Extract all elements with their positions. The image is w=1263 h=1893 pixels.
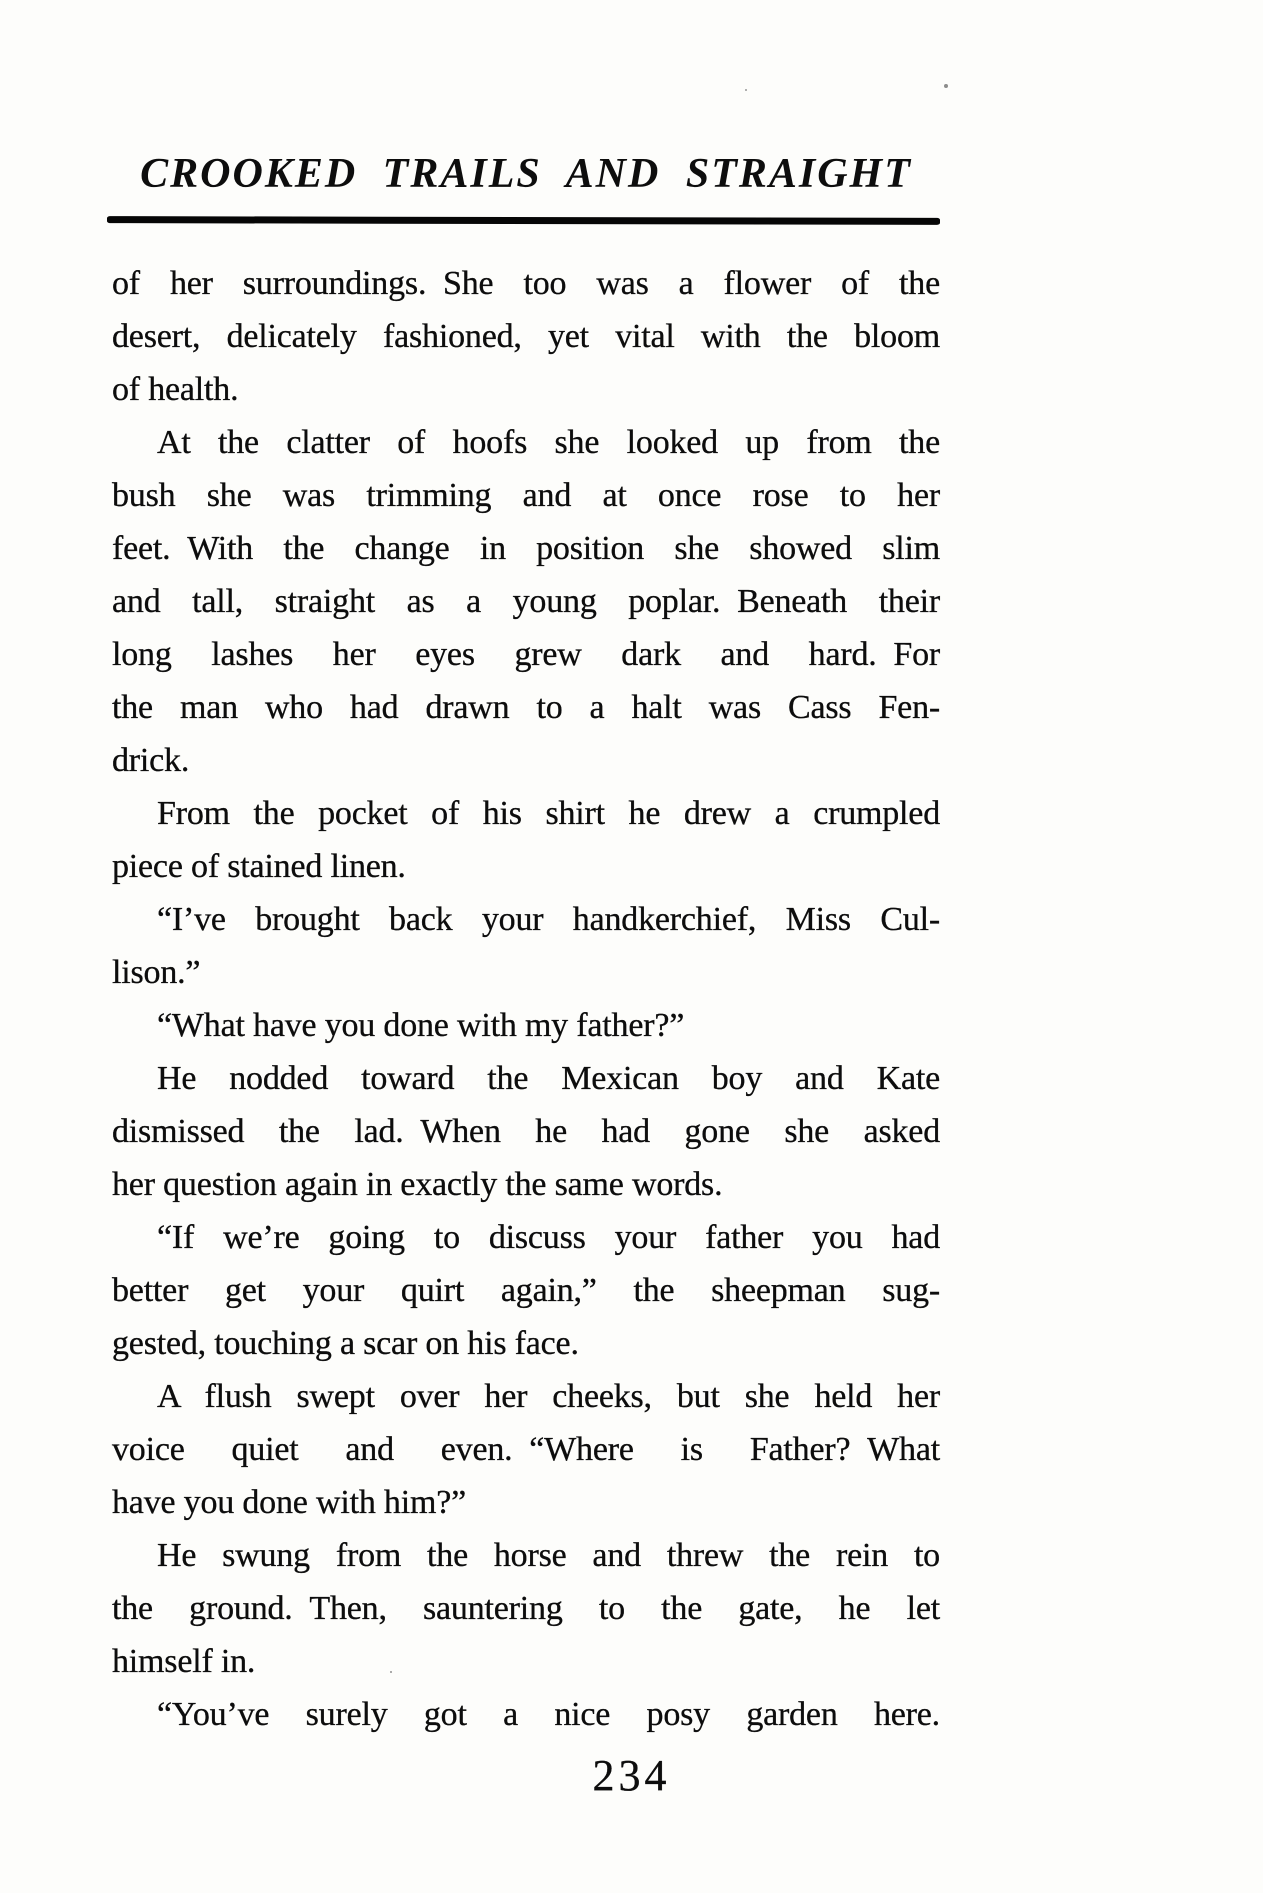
text-line: drick. (112, 742, 190, 779)
text-line: of her surroundings. She too was a flower of the (112, 265, 940, 302)
text-line: her question again in exactly the same words. (112, 1166, 723, 1203)
text-line: and tall, straight as a young poplar. Beneath their (112, 583, 940, 620)
text-line: “If we’re going to discuss your father you had (157, 1219, 940, 1256)
text-line: “What have you done with my father?” (157, 1007, 685, 1044)
text-line: of health. (112, 371, 239, 408)
text-line: He nodded toward the Mexican boy and Kate (157, 1060, 940, 1097)
text-line: bush she was trimming and at once rose to her (112, 477, 940, 514)
text-line: “I’ve brought back your handkerchief, Miss Cul- (157, 901, 940, 938)
text-line: feet. With the change in position she showed slim (112, 530, 940, 567)
text-line: From the pocket of his shirt he drew a crumpled (157, 795, 940, 832)
text-line: voice quiet and even. “Where is Father? What (112, 1431, 940, 1468)
text-line: long lashes her eyes grew dark and hard. For (112, 636, 940, 673)
text-line: At the clatter of hoofs she looked up from the (157, 424, 940, 461)
header-rule (107, 216, 940, 225)
text-line: A flush swept over her cheeks, but she held her (157, 1378, 940, 1415)
text-line: desert, delicately fashioned, yet vital with the bloom (112, 318, 940, 355)
text-line: himself in. (112, 1643, 256, 1680)
text-line: piece of stained linen. (112, 848, 406, 885)
body-text (112, 257, 940, 1741)
text-line: lison.” (112, 954, 201, 991)
page-number: 234 (592, 1751, 671, 1800)
text-line: He swung from the horse and threw the rein to (157, 1537, 940, 1574)
text-line: “You’ve surely got a nice posy garden here. (157, 1696, 940, 1733)
text-line: better get your quirt again,” the sheepman sug- (112, 1272, 940, 1309)
running-head-title: CROOKED TRAILS AND STRAIGHT (140, 151, 912, 197)
text-line: dismissed the lad. When he had gone she asked (112, 1113, 940, 1150)
text-line: gested, touching a scar on his face. (112, 1325, 579, 1362)
text-line: the man who had drawn to a halt was Cass Fen- (112, 689, 940, 726)
text-line: have you done with him?” (112, 1484, 466, 1521)
text-line: the ground. Then, sauntering to the gate, he let (112, 1590, 940, 1627)
